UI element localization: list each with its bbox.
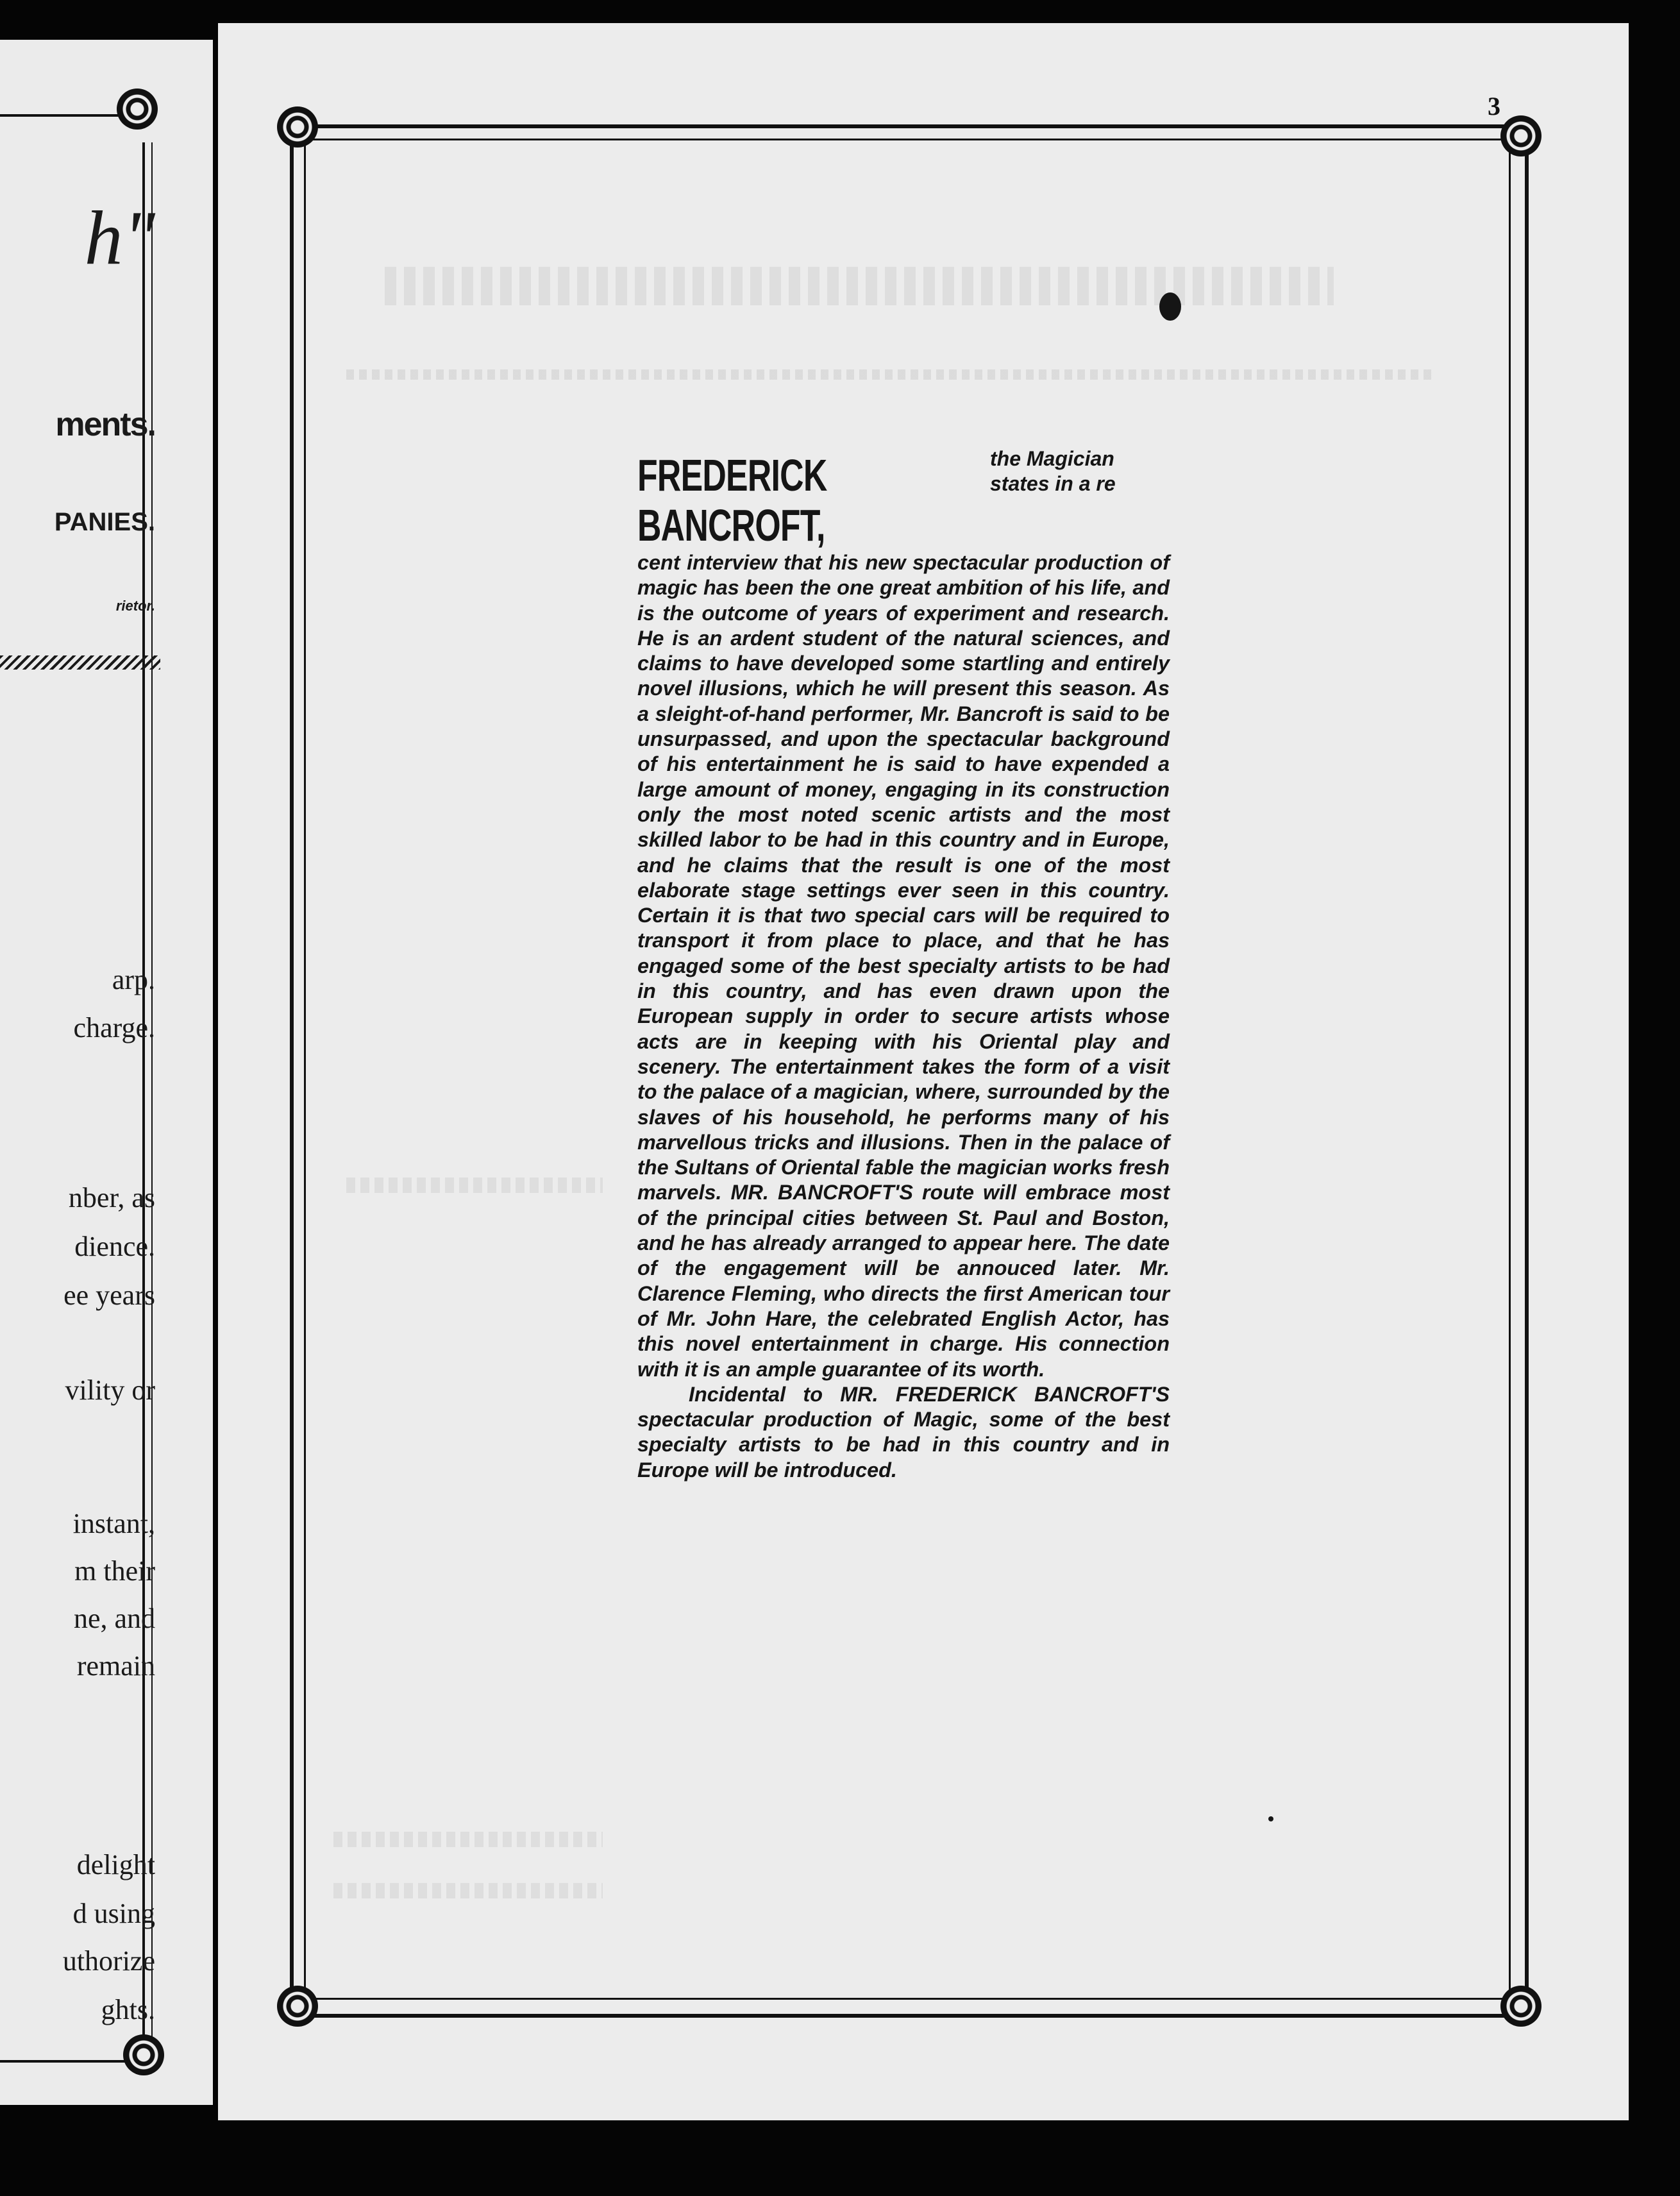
left-page-fragment: PANIES. <box>54 508 155 536</box>
ink-blot <box>1159 292 1181 321</box>
left-page-fragment: delight <box>76 1849 155 1880</box>
left-page-fragment: remain <box>76 1650 155 1682</box>
article-paragraph-2: Incidental to MR. FREDERICK BANCROFT'S spectacular production of Magic, some of the best specialty artists to be had in this country and in Europe will be introduced. <box>637 1382 1170 1482</box>
ink-speck <box>1268 1816 1273 1821</box>
left-page-fragment: ee years <box>63 1280 155 1311</box>
left-page-corner-ornament-bottom <box>123 2034 164 2075</box>
left-page-fragment: vility or <box>65 1374 155 1406</box>
left-page-fragment: rietor. <box>115 598 155 614</box>
headline-sub-line-1: the Magician <box>990 447 1114 470</box>
article-paragraph-1: cent interview that his new spectacular production of magic has been the one great ambition of his life, and is the outcome of years of experiment and research. He is an ardent student of the natural sciences, and claims to have developed some startling and entirely novel illusions, which he will present this season. As a sleight-of-hand performer, Mr. Bancroft is said to be unsurpassed, and upon the spectacular background of his entertainment he is said to have expended a large amount of money, engaging in its construction only the most noted scenic artists and the most skilled labor to be had in this country and in Europe, and he claims that the result is one of the most elaborate stage settings ever seen in this country. Certain it is that two special cars will be required to transport it from place to place, and that he has engaged some of the best specialty artists to be had in this country, and has even drawn upon the European supply in order to secure artists whose acts are in keeping with his Oriental play and scenery. The entertainment takes the form of a visit to the palace of a magician, where, surrounded by the slaves of his household, he performs many of his marvellous tricks and illusions. Then in the palace of the Sultans of Oriental fable the magician works fresh marvels. MR. BANCROFT'S route will embrace most of the principal cities between St. Paul and Boston, and he has already arranged to appear here. The date of the engagement will be annouced later. Mr. Clarence Fleming, who directs the first American tour of Mr. John Hare, the celebrated English Actor, has this novel entertainment in charge. His connection with it is an ample guarantee of its worth. <box>637 551 1170 1381</box>
page-number: 3 <box>1488 92 1500 121</box>
left-page-fragment: uthorize <box>62 1945 155 1977</box>
left-page-fragment: nber, as <box>68 1182 155 1213</box>
left-page-fragment: arp. <box>112 964 155 995</box>
adjacent-page-left <box>0 40 213 2105</box>
left-page-fragment: h" <box>84 195 155 280</box>
left-page-fragment: ments. <box>55 406 155 443</box>
corner-ornament-top-right <box>1500 115 1541 156</box>
main-page <box>218 23 1629 2120</box>
article <box>637 446 1170 1483</box>
headline-sub-line-2: states in a re <box>990 472 1116 495</box>
corner-ornament-bottom-right <box>1500 1986 1541 2027</box>
left-page-corner-ornament-top <box>117 89 158 130</box>
left-page-fragment: dience. <box>74 1231 155 1262</box>
left-page-fragment: charge. <box>73 1012 155 1043</box>
left-page-fragment: d using <box>72 1898 155 1929</box>
corner-ornament-bottom-left <box>277 1986 318 2027</box>
article-headline: FREDERICK BANCROFT, <box>637 450 827 550</box>
left-page-fragment: ghts. <box>101 1994 155 2025</box>
left-page-fragment: ne, and <box>73 1603 155 1634</box>
left-page-zigzag-rule <box>0 655 160 670</box>
left-page-fragment: m their <box>74 1555 155 1587</box>
corner-ornament-top-left <box>277 106 318 148</box>
left-page-fragment: instant, <box>72 1508 155 1539</box>
